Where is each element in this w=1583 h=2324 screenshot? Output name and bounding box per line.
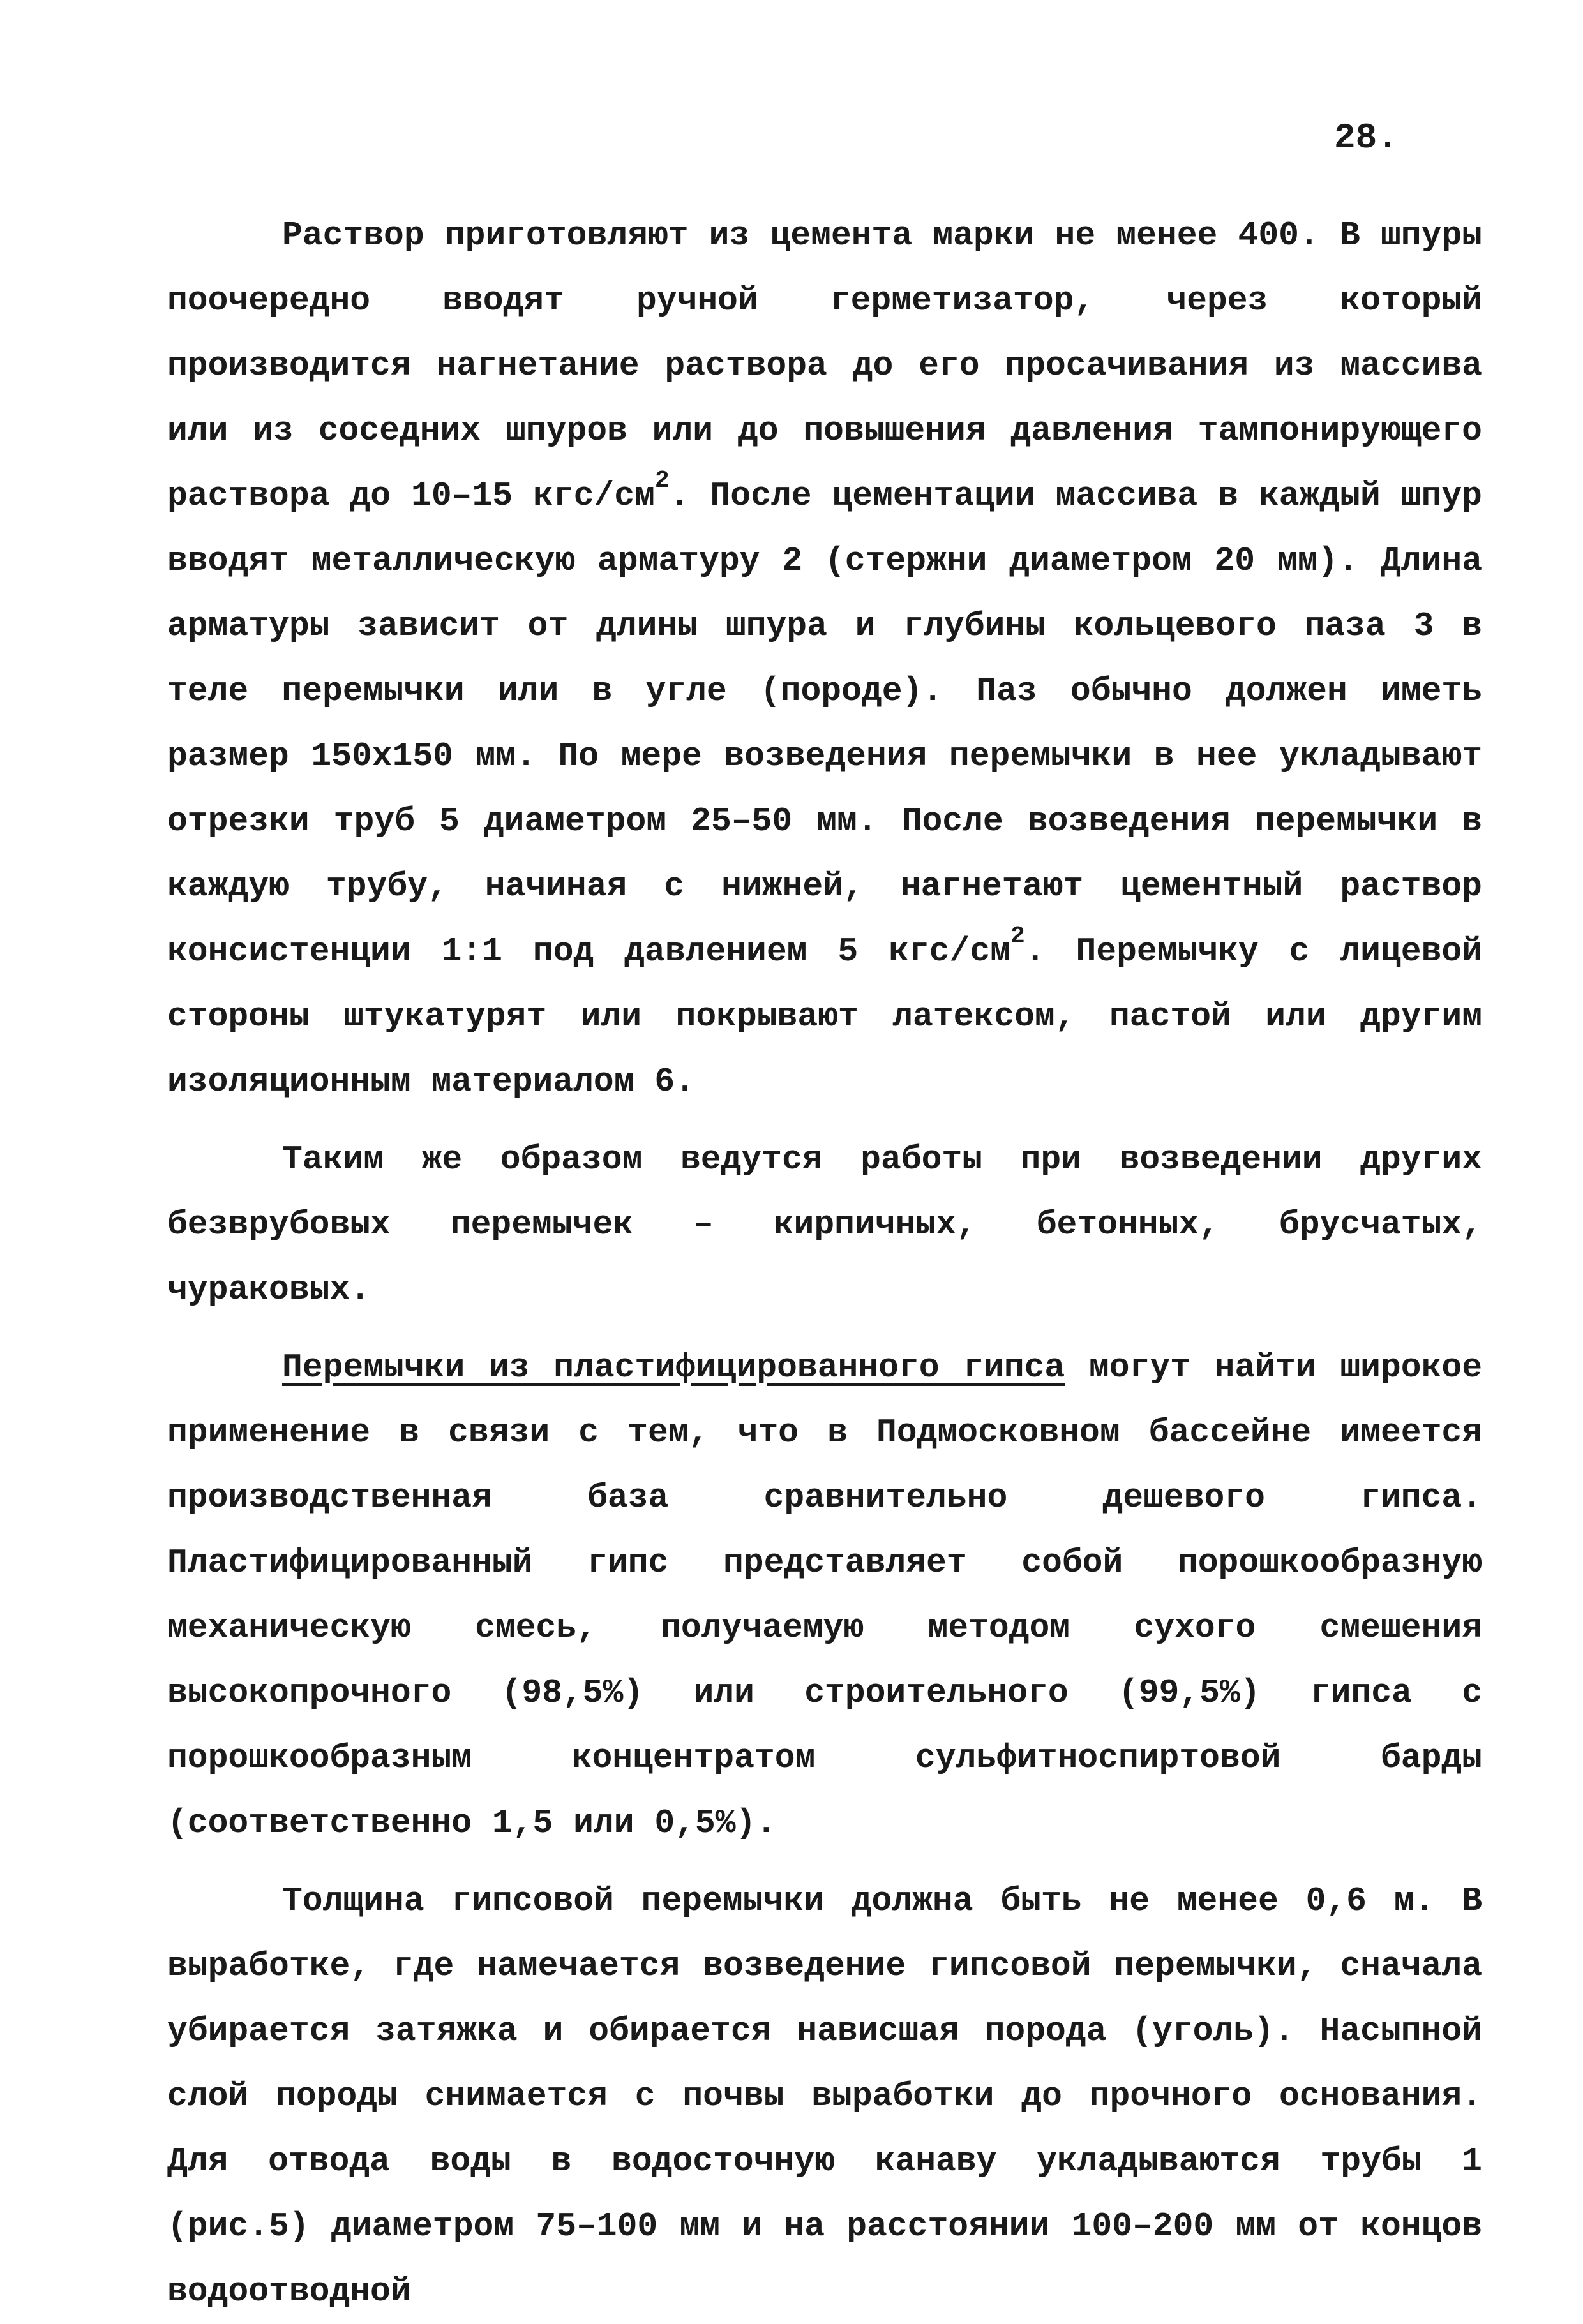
paragraph-text: Толщина гипсовой перемычки должна быть не менее 0,6 м. В выработке, где намечается возведение гипсовой перемычки, сначала убирается затяжка и обирается нависшая порода (уголь). Насыпной слой породы снимается с почвы выработки до прочного основания. Для отвода воды в водосточную канаву укладываются трубы 1 (рис.5) диаметром 75–100 мм и на расстоянии 100–200 мм от концов водоотводной bbox=[167, 1882, 1482, 2311]
paragraph-other-bulkheads bbox=[167, 1127, 1482, 1322]
paragraph-gypsum-bulkheads bbox=[167, 1335, 1482, 1856]
paragraph-cement-mortar bbox=[167, 203, 1482, 1114]
paragraph-text: . После цементации массива в каждый шпур вводят металлическую арматуру 2 (стержни диаметром 20 мм). Длина арматуры зависит от длины шпура и глубины кольцевого паза 3 в теле перемычки или в угле (породе). Паз обычно должен иметь размер 150x150 мм. По мере возведения перемычки в нее укладывают отрезки труб 5 диаметром 25–50 мм. После возведения перемычки в каждую трубу, начиная с нижней, нагнетают цементный раствор консистенции 1:1 под давлением 5 кгс/см bbox=[167, 477, 1482, 971]
section-heading-underlined: Перемычки из пластифицированного гипса bbox=[282, 1348, 1065, 1387]
paragraph-text: Раствор приготовляют из цемента марки не менее 400. В шпуры поочередно вводят ручной герметизатор, через который производится нагнетание раствора до его просачивания из массива или из соседних шпуров или до повышения давления тампонирующего раствора до 10–15 кгс/см bbox=[167, 216, 1482, 515]
superscript: 2 bbox=[1010, 923, 1025, 950]
page-number: 28. bbox=[1334, 117, 1399, 158]
paragraph-gypsum-thickness bbox=[167, 1868, 1482, 2324]
paragraph-text: . Перемычку с лицевой стороны штукатурят или покрывают латексом, пастой или другим изоляционным материалом 6. bbox=[167, 932, 1482, 1101]
paragraph-text: Таким же образом ведутся работы при возведении других безврубовых перемычек – кирпичных, бетонных, брусчатых, чураковых. bbox=[167, 1140, 1482, 1309]
paragraph-text: могут найти широкое применение в связи с тем, что в Подмосковном бассейне имеется производственная база сравнительно дешевого гипса. Пластифицированный гипс представляет собой порошкообразную механическую смесь, получаемую методом сухого смешения высокопрочного (98,5%) или строительного (99,5%) гипса с порошкообразным концентратом сульфитноспиртовой барды (соответственно 1,5 или 0,5%). bbox=[167, 1348, 1482, 1842]
superscript: 2 bbox=[654, 467, 670, 495]
body-text bbox=[167, 203, 1482, 2324]
